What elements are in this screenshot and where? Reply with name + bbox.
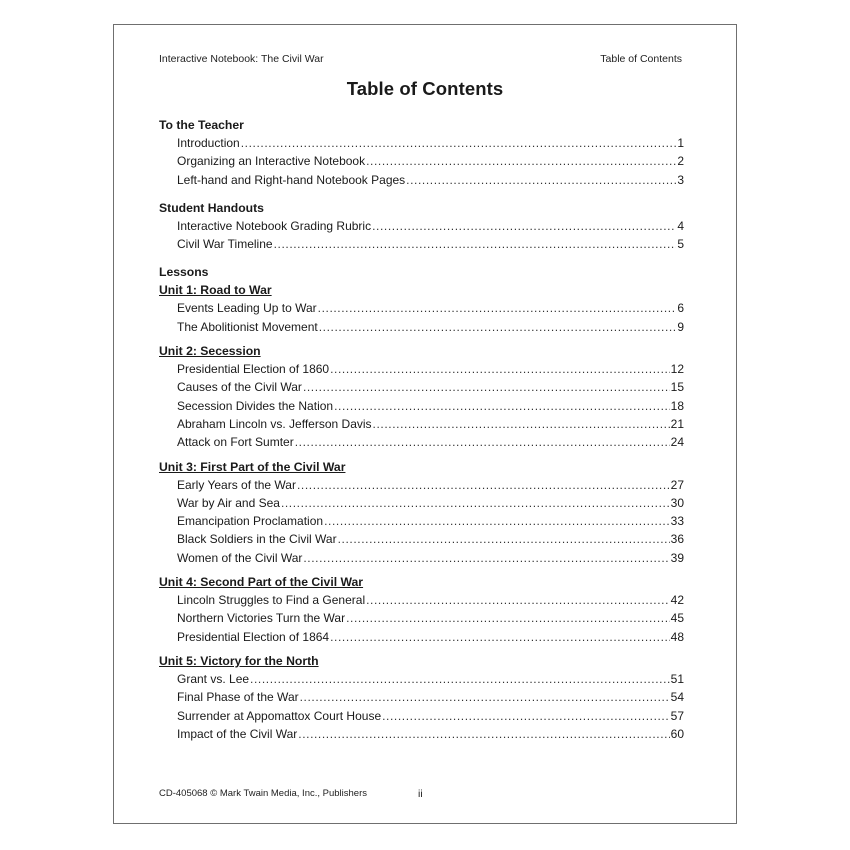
dot-leader	[372, 217, 676, 235]
toc-content	[159, 116, 684, 743]
toc-section-lessons	[159, 263, 684, 743]
toc-entry: Women of the Civil War ..... 39	[159, 549, 684, 567]
toc-entry: Early Years of the War ..... 27	[159, 476, 684, 494]
dot-leader	[338, 530, 670, 548]
dot-leader	[366, 591, 670, 609]
dot-leader	[406, 171, 676, 189]
footer-page-number: ii	[418, 788, 423, 800]
toc-entry: Events Leading Up to War ..... 6	[159, 299, 684, 317]
section-heading: Lessons	[159, 265, 209, 280]
dot-leader	[274, 235, 677, 253]
dot-leader	[250, 670, 670, 688]
toc-entry: Final Phase of the War ..... 54	[159, 688, 684, 706]
section-heading: Student Handouts	[159, 200, 264, 215]
toc-entry: Surrender at Appomattox Court House ..... 57	[159, 707, 684, 725]
toc-section-handouts	[159, 199, 684, 254]
page-title: Table of Contents	[346, 78, 504, 99]
toc-section-teacher	[159, 116, 684, 189]
unit-heading: Unit 4: Second Part of the Civil War	[159, 575, 364, 590]
dot-leader	[303, 378, 670, 396]
toc-entry: Abraham Lincoln vs. Jefferson Davis ..... 21	[159, 415, 684, 433]
toc-entry: Black Soldiers in the Civil War ..... 36	[159, 530, 684, 548]
unit-heading: Unit 1: Road to War	[159, 283, 272, 298]
dot-leader	[300, 688, 670, 706]
footer-copyright: CD-405068 © Mark Twain Media, Inc., Publishers	[159, 788, 367, 799]
toc-entry: Civil War Timeline ..... 5	[159, 235, 684, 253]
dot-leader	[297, 476, 670, 494]
toc-entry: Emancipation Proclamation ..... 33	[159, 512, 684, 530]
section-heading: To the Teacher	[159, 118, 244, 132]
dot-leader	[324, 512, 670, 530]
dot-leader	[303, 549, 669, 567]
dot-leader	[330, 628, 670, 646]
toc-entry: Introduction ..... 1	[159, 134, 684, 152]
dot-leader	[281, 494, 670, 512]
dot-leader	[298, 725, 669, 743]
unit-heading: Unit 3: First Part of the Civil War	[159, 459, 346, 474]
toc-entry: Left-hand and Right-hand Notebook Pages ..... 3	[159, 171, 684, 189]
running-header-left: Interactive Notebook: The Civil War	[159, 53, 324, 65]
dot-leader	[346, 609, 670, 627]
toc-entry: Organizing an Interactive Notebook ..... 2	[159, 152, 684, 170]
toc-entry: War by Air and Sea ..... 30	[159, 494, 684, 512]
dot-leader	[295, 433, 670, 451]
toc-entry: Northern Victories Turn the War ..... 45	[159, 609, 684, 627]
running-header-right: Table of Contents	[600, 53, 682, 65]
dot-leader	[318, 299, 677, 317]
unit-heading: Unit 5: Victory for the North	[159, 653, 319, 668]
unit-heading: Unit 2: Secession	[159, 344, 261, 359]
toc-entry: Lincoln Struggles to Find a General ..... 42	[159, 591, 684, 609]
dot-leader	[334, 397, 670, 415]
toc-entry: Causes of the Civil War ..... 15	[159, 378, 684, 396]
document-page	[113, 24, 737, 824]
toc-entry: The Abolitionist Movement ..... 9	[159, 318, 684, 336]
toc-entry: Attack on Fort Sumter ..... 24	[159, 433, 684, 451]
dot-leader	[330, 360, 670, 378]
dot-leader	[241, 134, 677, 152]
dot-leader	[382, 707, 670, 725]
toc-entry: Grant vs. Lee ..... 51	[159, 670, 684, 688]
dot-leader	[373, 415, 670, 433]
toc-entry: Impact of the Civil War ..... 60	[159, 725, 684, 743]
toc-entry: Interactive Notebook Grading Rubric ..... 4	[159, 217, 684, 235]
toc-entry: Presidential Election of 1864 ..... 48	[159, 628, 684, 646]
dot-leader	[319, 318, 677, 336]
dot-leader	[366, 152, 676, 170]
toc-entry: Presidential Election of 1860 ..... 12	[159, 360, 684, 378]
toc-entry: Secession Divides the Nation ..... 18	[159, 397, 684, 415]
